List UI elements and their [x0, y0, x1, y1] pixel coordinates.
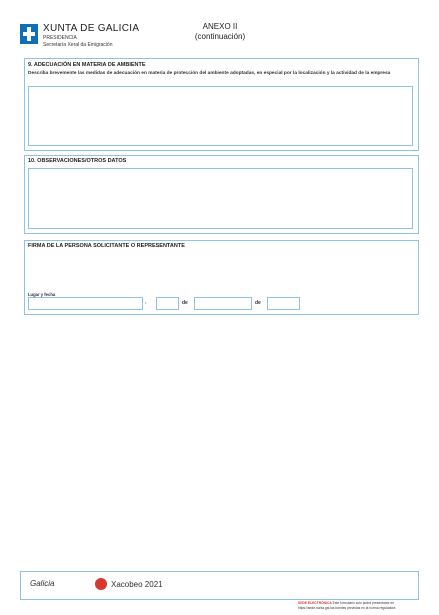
- annex-title: ANEXO II: [202, 22, 238, 31]
- place-input[interactable]: [28, 297, 143, 310]
- org-name: XUNTA DE GALICIA: [43, 23, 140, 34]
- section-environment-title: 9. ADECUACIÓN EN MATERIA DE AMBIENTE: [28, 62, 146, 68]
- footer-note-line1: Este formulario solo podrá presentarse en: [332, 601, 395, 605]
- section-environment-description: Describa brevemente las medidas de adecuación en materia de protección del ambiente adoptadas, en especial por la localización y la actividad de la empresa: [28, 71, 391, 76]
- galicia-logo: Galicia: [30, 579, 55, 588]
- xacobeo-logo-icon: [95, 578, 107, 590]
- month-input[interactable]: [194, 297, 252, 310]
- place-date-label: Lugar y fecha: [28, 292, 56, 297]
- xunta-logo-icon: [20, 24, 38, 44]
- department-name: PRESIDENCIA: [43, 35, 77, 41]
- footer-note-highlight: SEDE ELECTRÓNICA: [298, 601, 332, 605]
- footer-note: [298, 601, 394, 605]
- signature-title: FIRMA DE LA PERSONA SOLICITANTE O REPRESENTANTE: [28, 243, 185, 249]
- annex-continuation: (continuación): [194, 32, 246, 41]
- day-input[interactable]: [156, 297, 179, 310]
- xacobeo-label: Xacobeo 2021: [111, 580, 163, 589]
- comma-separator: ,: [145, 299, 147, 305]
- subdepartment-name: Secretaría Xeral da Emigración: [43, 42, 113, 48]
- observations-textarea[interactable]: [28, 168, 413, 229]
- de-label-1: de: [182, 300, 188, 306]
- section-observations-title: 10. OBSERVACIONES/OTROS DATOS: [28, 158, 127, 164]
- footer-note-line2: https://sede.xunta.gal las fuentes previstas en la norma reguladora: [298, 606, 396, 610]
- environment-textarea[interactable]: [28, 86, 413, 146]
- footer-box: [20, 571, 419, 600]
- de-label-2: de: [255, 300, 261, 306]
- year-input[interactable]: [267, 297, 300, 310]
